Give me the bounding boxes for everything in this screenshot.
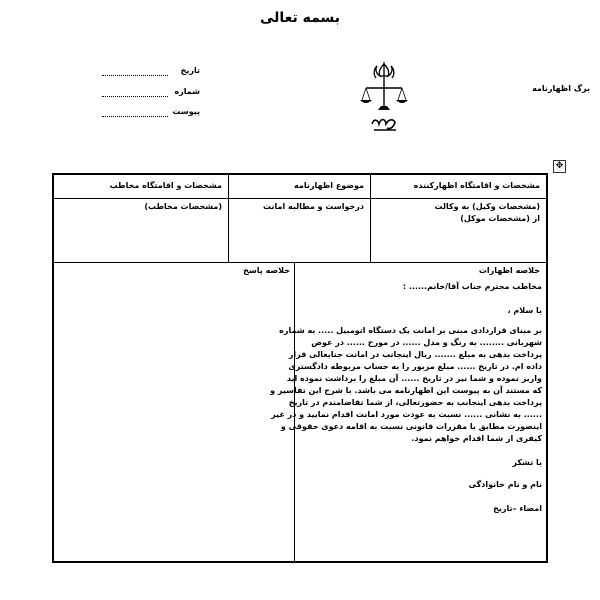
- body-line-7: واریز نموده و شما نیز در تاریخ ...... آن مبلغ را برداشت نموده اید: [286, 374, 542, 383]
- signature-label: امضاء –تاریخ: [493, 504, 542, 513]
- subject-header: موضوع اظهارنامه: [294, 181, 364, 190]
- body-line-4: شهربانی ........ به رنگ و مدل ...... در مورخ ...... در عوض: [311, 338, 542, 347]
- claimant-value-line1: (مشخصات وکیل) به وکالت: [434, 202, 540, 211]
- claimant-value-line2: از (مشخصات موکل): [460, 214, 540, 223]
- body-line-5: پرداخت بدهی به مبلغ ....... ریال اینجانب در امانت جنابعالی قرار: [288, 350, 542, 359]
- body-line-12: کیفری از شما اقدام خواهم نمود.: [411, 434, 542, 443]
- subject-value: درخواست و مطالبه امانت: [263, 202, 364, 211]
- thanks-line: با تشکر: [512, 458, 542, 467]
- document-title: بسمه تعالی: [259, 10, 341, 26]
- body-line-11: اینصورت مطابق با مقررات قانونی نسبت به اقامه دعوی حقوقی و: [280, 422, 542, 431]
- body-line-1: مخاطب محترم جناب آقا/خانم...... :: [402, 282, 542, 291]
- claimant-header: مشخصات و اقامتگاه اظهارکننده: [413, 181, 540, 190]
- summary-header: خلاصه اظهارات: [478, 266, 540, 275]
- number-field: [100, 87, 200, 99]
- body-line-8: که مستند آن به پیوست این اظهارنامه می باشد. با شرح این تفاسیر و: [270, 386, 542, 395]
- declaration-form-table: [52, 173, 548, 563]
- attachment-blank-line: [102, 116, 168, 117]
- date-field: [100, 66, 200, 78]
- column-divider-right: [370, 175, 371, 262]
- date-label: تاریخ: [180, 66, 200, 75]
- top-section-divider: [54, 262, 546, 263]
- body-line-3: بر مبنای قراردادی مبنی بر امانت یک دستگاه اتومبیل ..... به شماره: [279, 326, 542, 335]
- table-move-handle-icon[interactable]: ✥: [553, 160, 566, 173]
- number-blank-line: [102, 96, 168, 97]
- column-divider-left: [228, 175, 229, 262]
- body-line-2: با سلام ،: [507, 306, 542, 315]
- body-line-6: داده ام. در تاریخ ...... مبلغ مزبور را به حساب مربوطه دادگستری: [288, 362, 542, 371]
- body-line-9: پرداخت بدهی اینجانب به حضورتعالی، از شما تقاضامندم در تاریخ: [288, 398, 542, 407]
- number-label: شماره: [174, 87, 200, 96]
- body-line-10: ...... به نشانی ...... نسبت به عودت مورد امانت اقدام نمایید و در غیر: [271, 410, 542, 419]
- name-label: نام و نام خانوادگی: [468, 480, 542, 489]
- header-row-divider: [54, 198, 546, 199]
- addressee-header: مشخصات و اقامتگاه مخاطب: [109, 181, 222, 190]
- reply-header: خلاصه پاسخ: [243, 266, 290, 275]
- date-blank-line: [102, 75, 168, 76]
- attachment-label: پیوست: [172, 107, 200, 116]
- judiciary-emblem-icon: [354, 60, 414, 140]
- document-type-label: برگ اظهارنامه: [532, 84, 590, 93]
- attachment-field: [100, 107, 200, 119]
- addressee-value: (مشخصات مخاطب): [144, 202, 222, 211]
